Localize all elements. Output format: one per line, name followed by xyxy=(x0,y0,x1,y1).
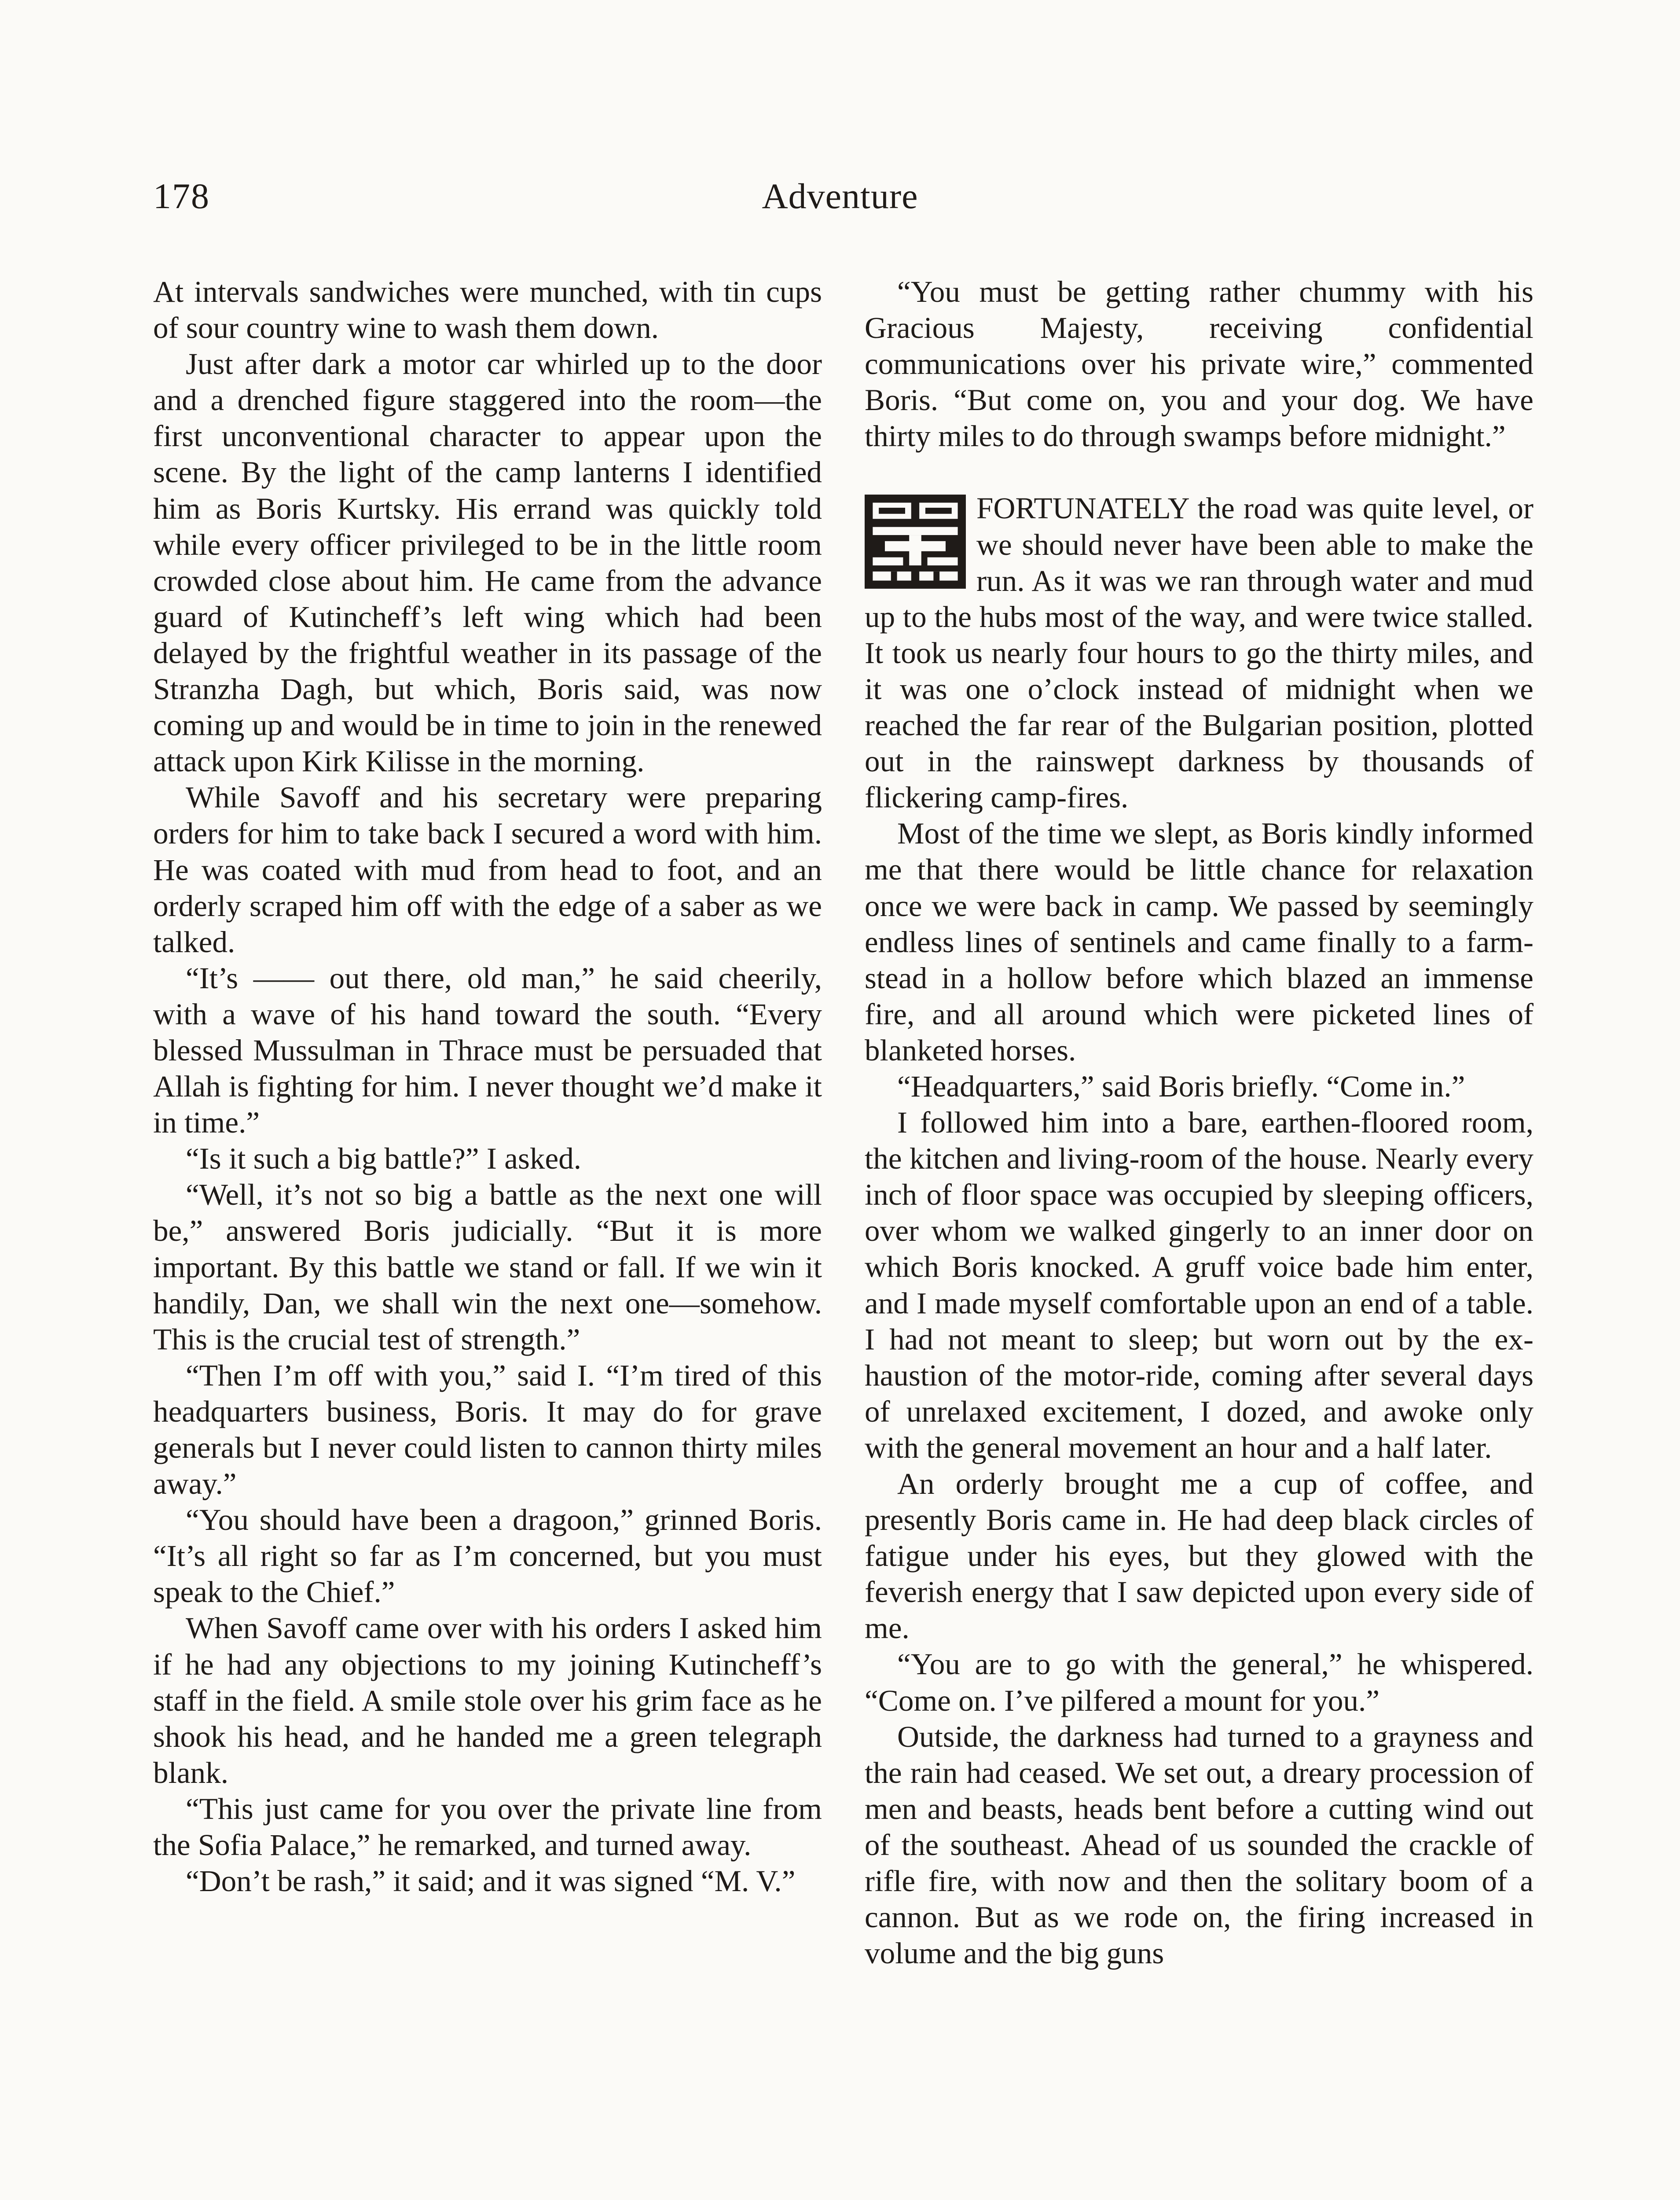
section-opening-paragraph xyxy=(865,490,1533,815)
paragraph: “Headquarters,” said Boris briefly. “Come in.” xyxy=(897,1069,1465,1103)
ornamental-initial-icon xyxy=(865,495,966,589)
left-column xyxy=(153,274,822,1899)
paragraph: When Savoff came over with his orders I asked him if he had any objections to my joining Kutincheff’s staff in the field. A smile stole over his grim face as he shook his head, and he handed me a green telegraph blank. xyxy=(153,1611,822,1789)
paragraph: I followed him into a bare, earthen-floored room, the kitchen and living-room of the house. Nearly every inch of floor space was occupied by sleeping officers, over whom we walked gingerly to an inner door on which Boris knocked. A gruff voice bade him enter, and I made myself comfortable upon an end of a table. I had not meant to sleep; but worn out by the exhaustion of the motor-ride, coming after several days of unrelaxed excitement, I dozed, and awoke only with the general movement an hour and a half later. xyxy=(865,1105,1533,1464)
paragraph: Outside, the darkness had turned to a grayness and the rain had ceased. We set out, a dreary procession of men and beasts, heads bent before a cutting wind out of the southeast. Ahead of us sounded the crackle of rifle fire, with now and then the solitary boom of a cannon. But as we rode on, the firing increased in volume and the big guns xyxy=(865,1719,1533,1970)
running-title: Adventure xyxy=(762,176,918,216)
paragraph: “Then I’m off with you,” said I. “I’m tired of this headquarters business, Boris. It may do for grave generals but I never could listen to cannon thirty miles away.” xyxy=(153,1358,822,1501)
paragraph: Just after dark a motor car whirled up to the door and a drenched figure staggered into the room—the first unconventional character to appear upon the scene. By the light of the camp lanterns I identified him as Boris Kurtsky. His errand was quickly told while every officer privileged to be in the little room crowded close about him. He came from the advance guard of Kutincheff’s left wing which had been delayed by the frightful weather in its passage of the Stranzha Dagh, but which, Boris said, was now coming up and would be in time to join in the renewed attack upon Kirk Kilisse in the morning. xyxy=(153,347,822,778)
paragraph: “You should have been a dragoon,” grinned Boris. “It’s all right so far as I’m concerned, but you must speak to the Chief.” xyxy=(153,1503,822,1609)
page-number: 178 xyxy=(153,176,210,216)
paragraph: “It’s —— out there, old man,” he said cheerily, with a wave of his hand toward the south. “Every blessed Mussulman in Thrace must be persuaded that Allah is fighting for him. I never thought we’d make it in time.” xyxy=(153,961,822,1140)
paragraph: An orderly brought me a cup of coffee, and presently Boris came in. He had deep black circles of fatigue under his eyes, but they glowed with the feverish energy that I saw depicted upon every side of me. xyxy=(865,1467,1533,1645)
paragraph: “Don’t be rash,” it said; and it was signed “M. V.” xyxy=(186,1864,796,1898)
paragraph: “You must be getting rather chummy with his Gracious Majesty, receiving confidential communications over his private wire,” commented Boris. “But come on, you and your dog. We have thirty miles to do through swamps before midnight.” xyxy=(865,275,1533,453)
paragraph: Most of the time we slept, as Boris kindly informed me that there would be little chance for relaxation once we were back in camp. We passed by seemingly endless lines of sentinels and came finally to a farmstead in a hollow before which blazed an immense fire, and all around which were picketed lines of blanketed horses. xyxy=(865,816,1533,1067)
paragraph: “This just came for you over the private line from the Sofia Palace,” he remarked, and turned away. xyxy=(153,1791,822,1862)
paragraph: “You are to go with the general,” he whispered. “Come on. I’ve pilfered a mount for you.” xyxy=(865,1647,1533,1717)
paragraph: “Well, it’s not so big a battle as the next one will be,” answered Boris judicially. “But it is more important. By this battle we stand or fall. If we win it handily, Dan, we shall win the next one—somehow. This is the crucial test of strength.” xyxy=(153,1177,822,1356)
right-column xyxy=(865,274,1533,1971)
paragraph: While Savoff and his secretary were preparing orders for him to take back I secured a word with him. He was coated with mud from head to foot, and an orderly scraped him off with the edge of a saber as we talked. xyxy=(153,780,822,959)
paragraph: At intervals sandwiches were munched, with tin cups of sour country wine to wash them down. xyxy=(153,275,822,345)
section-text: FORTUNATELY the road was quite level, or we should never have been able to make the run. As it was we ran through water and mud up to the hubs most of the way, and were twice stalled. It took us nearly four hours to go the thirty miles, and it was one o’clock instead of midnight when we reached the far rear of the Bulgarian position, plotted out in the rainswept darkness by thousands of flickering camp-fires. xyxy=(865,491,1533,814)
paragraph: “Is it such a big battle?” I asked. xyxy=(186,1141,582,1176)
